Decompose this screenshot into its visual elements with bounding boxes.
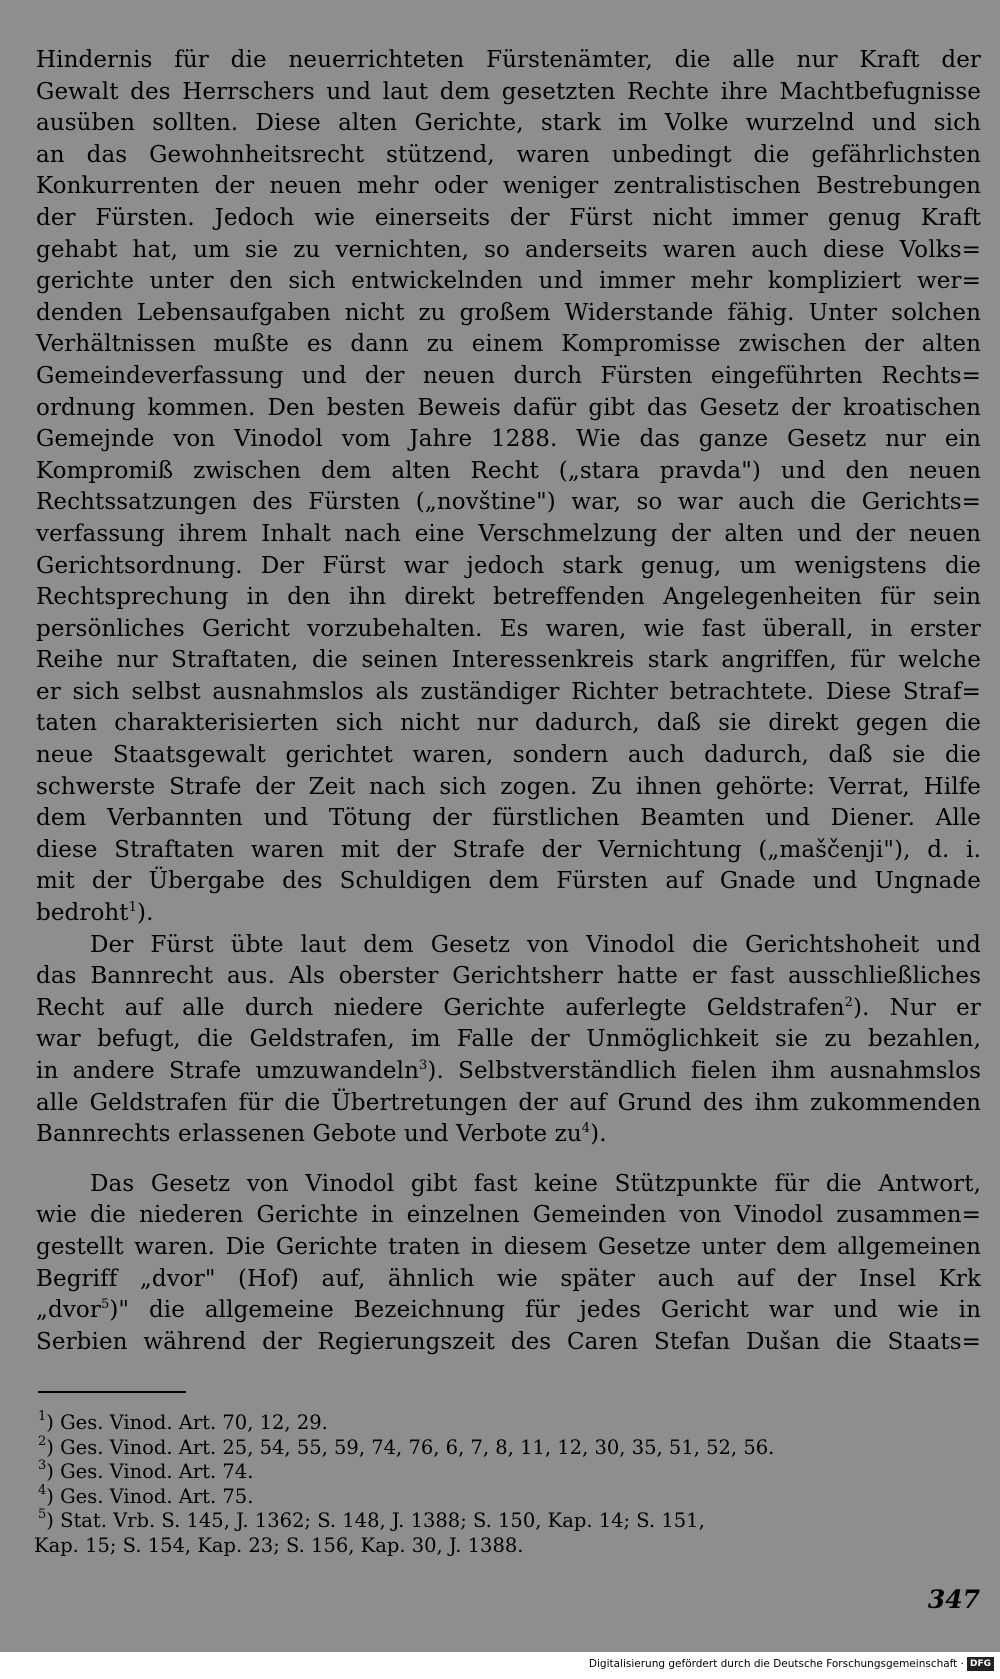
dfg-logo: DFG: [967, 1657, 994, 1671]
text-line: Gemeindeverfassung und der neuen durch Fürsten eingeführten Rechts=: [36, 362, 981, 389]
text-line: Rechtssatzungen des Fürsten („novštine") war, so war auch die Gerichts=: [36, 489, 981, 516]
text-line: [36, 993, 981, 1025]
footnote-continuation: Kap. 15; S. 154, Kap. 23; S. 156, Kap. 30, J. 1388.: [34, 1533, 524, 1557]
text-line: schwerste Strafe der Zeit nach sich zogen. Zu ihnen gehörte: Verrat, Hilfe: [36, 773, 981, 800]
footnote: [38, 1460, 980, 1485]
text-line: verfassung ihrem Inhalt nach eine Verschmelzung der alten und der neuen: [36, 520, 981, 547]
text-line: Begriff „dvor" (Hof) auf, ähnlich wie später auch auf der Insel Krk: [36, 1265, 981, 1292]
text-fragment: )" die allgemeine Bezeichnung für jedes Gericht war und wie in: [109, 1297, 981, 1324]
footnote-marker: 5: [100, 1297, 110, 1313]
body-text: [36, 45, 981, 1358]
text-line: taten charakterisierten sich nicht nur dadurch, daß sie direkt gegen die: [36, 710, 981, 737]
digitization-credit: [589, 1657, 994, 1671]
footnote-number: 2: [38, 1433, 47, 1449]
footnote: [38, 1411, 980, 1436]
footnote-text: ) Ges. Vinod. Art. 25, 54, 55, 59, 74, 76, 6, 7, 8, 11, 12, 30, 35, 51, 52, 56.: [46, 1435, 775, 1459]
text-fragment: ). Selbstverständlich fielen ihm ausnahmslos: [427, 1058, 981, 1084]
text-fragment: ). Nur er: [853, 994, 981, 1021]
text-line: neue Staatsgewalt gerichtet waren, sondern auch dadurch, daß sie die: [36, 742, 981, 769]
text-line: wie die niederen Gerichte in einzelnen Gemeinden von Vinodol zusammen=: [36, 1202, 981, 1229]
text-line: ausüben sollten. Diese alten Gerichte, stark im Volke wurzelnd und sich: [36, 110, 981, 137]
text-fragment: Recht auf alle durch niedere Gerichte auferlegte Geldstrafen: [36, 994, 845, 1021]
footnote-marker: 4: [581, 1121, 591, 1137]
footnote-number: 5: [38, 1507, 47, 1523]
text-line: Gemejnde von Vinodol vom Jahre 1288. Wie das ganze Gesetz nur ein: [36, 426, 981, 453]
footnote: [38, 1433, 980, 1461]
paragraph-first-line: Der Fürst übte laut dem Gesetz von Vinodol die Gerichtshoheit und: [90, 931, 981, 958]
text-line: [36, 898, 981, 930]
text-line: Hindernis für die neuerrichteten Fürstenämter, die alle nur Kraft der: [36, 47, 981, 73]
text-line: denden Lebensaufgaben nicht zu großem Widerstande fähig. Unter solchen: [36, 299, 981, 326]
text-line: Gerichtsordnung. Der Fürst war jedoch stark genug, um wenigstens die: [36, 552, 981, 579]
text-line: dem Verbannten und Tötung der fürstlichen Beamten und Diener. Alle: [36, 805, 981, 832]
footnote-text: ) Stat. Vrb. S. 145, J. 1362; S. 148, J. 1388; S. 150, Kap. 14; S. 151,: [46, 1509, 705, 1533]
footnotes: [34, 1409, 980, 1559]
footnote-number: 1: [38, 1409, 47, 1424]
text-line: mit der Übergabe des Schuldigen dem Fürsten auf Gnade und Ungnade: [36, 868, 981, 895]
paragraph-first-line: Das Gesetz von Vinodol gibt fast keine Stützpunkte für die Antwort,: [90, 1170, 981, 1197]
text-line: alle Geldstrafen für die Übertretungen der auf Grund des ihm zukommenden: [36, 1089, 981, 1116]
text-fragment: ).: [137, 900, 154, 927]
text-line: der Fürsten. Jedoch wie einerseits der Fürst nicht immer genug Kraft: [36, 204, 981, 231]
footnote: [38, 1482, 980, 1510]
footnote-text: ) Ges. Vinod. Art. 74.: [46, 1460, 254, 1484]
text-line: Serbien während der Regierungszeit des Caren Stefan Dušan die Staats=: [36, 1328, 981, 1355]
paragraph-gap: [36, 1151, 981, 1169]
footnote-text: ) Ges. Vinod. Art. 70, 12, 29.: [46, 1411, 328, 1434]
footnote-marker: 1: [128, 900, 138, 916]
text-fragment: bedroht: [36, 900, 129, 927]
text-line: er sich selbst ausnahmslos als zuständiger Richter betrachtete. Diese Straf=: [36, 678, 981, 705]
text-line: Konkurrenten der neuen mehr oder weniger zentralistischen Bestrebungen: [36, 173, 981, 200]
text-line: Rechtsprechung in den ihn direkt betreffenden Angelegenheiten für sein: [36, 584, 981, 611]
text-line: [36, 1295, 981, 1327]
text-line: ordnung kommen. Den besten Beweis dafür gibt das Gesetz der kroatischen: [36, 394, 981, 421]
text-line: persönliches Gericht vorzubehalten. Es waren, wie fast überall, in erster: [36, 615, 981, 642]
footnote-separator: [38, 1391, 186, 1393]
text-line: [36, 1056, 981, 1088]
text-line: Kompromiß zwischen dem alten Recht („stara pravda") und den neuen: [36, 457, 981, 484]
text-line: gestellt waren. Die Gerichte traten in diesem Gesetze unter dem allgemeinen: [36, 1233, 981, 1260]
text-fragment: „dvor: [36, 1297, 101, 1324]
text-line: an das Gewohnheitsrecht stützend, waren unbedingt die gefährlichsten: [36, 141, 981, 168]
footnote-marker: 3: [419, 1058, 428, 1073]
footnote-marker: 2: [844, 994, 853, 1010]
text-line: Gewalt des Herrschers und laut dem gesetzten Rechte ihre Machtbefugnisse: [36, 78, 981, 105]
text-fragment: ).: [590, 1121, 607, 1148]
text-fragment: Bannrechts erlassenen Gebote und Verbote zu: [36, 1121, 582, 1148]
footnote-text: ) Ges. Vinod. Art. 75.: [46, 1484, 254, 1508]
text-fragment: in andere Strafe umzuwandeln: [36, 1058, 419, 1084]
footnote: [38, 1509, 980, 1534]
page-number: 347: [927, 1585, 980, 1614]
text-line: gerichte unter den sich entwickelnden und immer mehr kompliziert wer=: [36, 268, 981, 295]
text-line: [36, 1119, 981, 1151]
footnote-number: 3: [38, 1458, 47, 1474]
text-line: Verhältnissen mußte es dann zu einem Kompromisse zwischen der alten: [36, 331, 981, 358]
footnote-number: 4: [38, 1482, 47, 1498]
text-line: war befugt, die Geldstrafen, im Falle der Unmöglichkeit sie zu bezahlen,: [36, 1026, 981, 1053]
credit-text: Digitalisierung gefördert durch die Deutsche Forschungsgemeinschaft ·: [588, 1658, 964, 1670]
text-line: diese Straftaten waren mit der Strafe der Vernichtung („maščenji"), d. i.: [36, 836, 981, 863]
text-line: gehabt hat, um sie zu vernichten, so anderseits waren auch diese Volks=: [36, 236, 981, 263]
text-line: Reihe nur Straftaten, die seinen Interessenkreis stark angriffen, für welche: [36, 647, 981, 674]
text-line: das Bannrecht aus. Als oberster Gerichtsherr hatte er fast ausschließliches: [36, 963, 981, 990]
